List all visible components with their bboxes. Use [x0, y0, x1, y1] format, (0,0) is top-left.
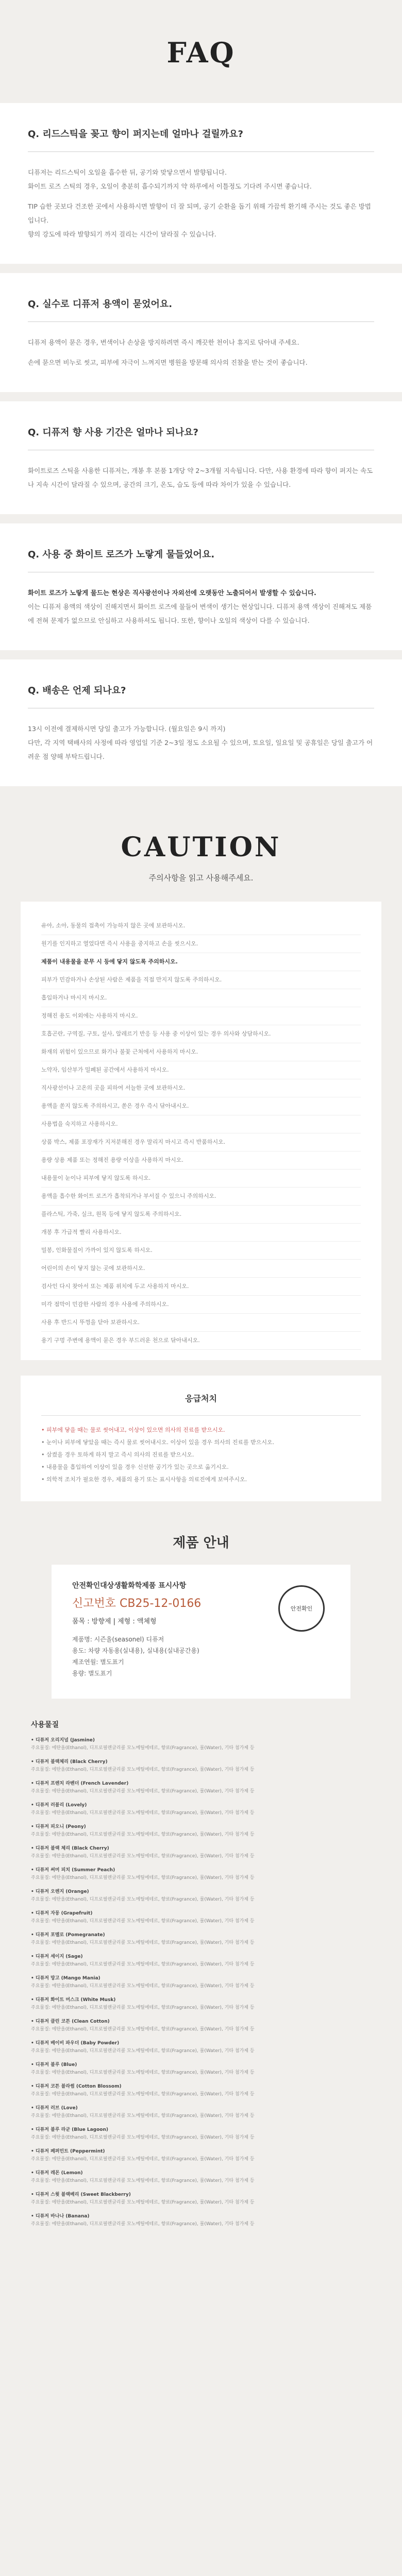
ingredient-desc: 주요물질: 에탄올(Ethanol), 디프로필렌글리콜 모노메틸에테르, 향료(Fragrance), 물(Water), 기타 첨가제 등 — [31, 2200, 255, 2205]
faq-answer: 화이트 로즈 스틱의 경우, 오일이 충분히 흡수되기까지 약 하루에서 이틀정도 기다려 주시면 좋습니다. — [28, 182, 312, 190]
faq-question: Q. 디퓨저 향 사용 기간은 얼마나 되나요? — [28, 427, 198, 438]
ingredient-item — [31, 1802, 371, 1817]
ingredient-desc: 주요물질: 에탄올(Ethanol), 디프로필렌글리콜 모노메틸에테르, 향료(Fragrance), 물(Water), 기타 첨가제 등 — [31, 2048, 255, 2054]
ingredient-name: • 디퓨저 블랙체리 (Black Cherry) — [31, 1759, 108, 1765]
cert-heading: 안전확인대상생활화학제품 표시사항 — [72, 1582, 187, 1590]
ingredient-item — [31, 1975, 371, 1990]
faq-title: FAQ — [166, 36, 236, 69]
ingredients-section — [31, 1719, 371, 2228]
caution-item: 상품 박스, 제품 포장재가 지저분해진 경우 말리지 마시고 즉시 반품하시오. — [41, 1133, 361, 1151]
caution-item: 직사광선이나 고온의 곳을 피하여 서늘한 곳에 보관하시오. — [41, 1079, 361, 1097]
faq-question: Q. 리드스틱을 꽂고 향이 퍼지는데 얼마나 걸릴까요? — [28, 129, 243, 140]
ingredient-desc: 주요물질: 에탄올(Ethanol), 디프로필렌글리콜 모노메틸에테르, 향료(Fragrance), 물(Water), 기타 첨가제 등 — [31, 1962, 255, 1967]
emergency-title: 응급처치 — [41, 1381, 361, 1416]
emergency-item: • 삼켰을 경우 토하게 하지 말고 즉시 의사의 진료를 받으시오. — [41, 1451, 194, 1458]
faq-answer: 다만, 각 지역 택배사의 사정에 따라 영업일 기준 2~3일 정도 소요될 수 있으며, 토요일, 일요일 및 공휴일은 당일 출고가 어려운 점 양해 부탁드립니다. — [28, 739, 373, 760]
ingredient-item — [31, 2191, 371, 2207]
ingredient-item — [31, 1931, 371, 1947]
safety-check-icon: 안전확인 — [278, 1585, 325, 1632]
ingredient-name: • 디퓨저 써머 피치 (Summer Peach) — [31, 1868, 115, 1873]
product-title: 제품 안내 — [173, 1535, 229, 1551]
emergency-panel — [21, 1376, 381, 1501]
caution-list — [21, 902, 381, 1360]
ingredient-item — [31, 1953, 371, 1969]
ingredient-name: • 디퓨저 러브 (Love) — [31, 2106, 78, 2111]
ingredient-desc: 주요물질: 에탄올(Ethanol), 디프로필렌글리콜 모노메틸에테르, 향료(Fragrance), 물(Water), 기타 첨가제 등 — [31, 1767, 255, 1772]
cert-detail: 용도: 차량 자동용(실내용), 실내용(실내공간용) — [72, 1647, 199, 1654]
ingredient-desc: 주요물질: 에탄올(Ethanol), 디프로필렌글리콜 모노메틸에테르, 향료(Fragrance), 물(Water), 기타 첨가제 등 — [31, 2178, 255, 2183]
faq-item — [0, 273, 402, 392]
ingredient-item — [31, 2083, 371, 2098]
caution-item: 흡입하거나 마시지 마시오. — [41, 989, 361, 1007]
faq-item — [0, 103, 402, 264]
ingredient-item — [31, 1758, 371, 1774]
ingredient-desc: 주요물질: 에탄올(Ethanol), 디프로필렌글리콜 모노메틸에테르, 향료(Fragrance), 물(Water), 기타 첨가제 등 — [31, 1745, 255, 1751]
faq-answer: 디퓨저 용액이 묻은 경우, 변색이나 손상을 방지하려면 즉시 깨끗한 천이나 휴지로 닦아내 주세요. — [28, 338, 299, 346]
ingredient-desc: 주요물질: 에탄올(Ethanol), 디프로필렌글리콜 모노메틸에테르, 향료(Fragrance), 물(Water), 기타 첨가제 등 — [31, 1940, 255, 1945]
ingredient-item — [31, 1888, 371, 1904]
emergency-item: • 피부에 닿을 때는 물로 씻어내고, 이상이 있으면 의사의 진료를 받으시오. — [41, 1427, 225, 1433]
ingredient-desc: 주요물질: 에탄올(Ethanol), 디프로필렌글리콜 모노메틸에테르, 향료(Fragrance), 물(Water), 기타 첨가제 등 — [31, 1919, 255, 1924]
faq-question: Q. 사용 중 화이트 로즈가 노랗게 물들었어요. — [28, 549, 215, 560]
caution-item: 용량 상용 제품 또는 정해진 용량 이상을 사용하지 마시오. — [41, 1151, 361, 1170]
caution-item: 정해진 용도 이외에는 사용하지 마시오. — [41, 1007, 361, 1025]
ingredient-desc: 주요물질: 에탄올(Ethanol), 디프로필렌글리콜 모노메틸에테르, 향료(Fragrance), 물(Water), 기타 첨가제 등 — [31, 1810, 255, 1816]
ingredient-item — [31, 2061, 371, 2077]
ingredient-desc: 주요물질: 에탄올(Ethanol), 디프로필렌글리콜 모노메틸에테르, 향료(Fragrance), 물(Water), 기타 첨가제 등 — [31, 2157, 255, 2162]
ingredient-item — [31, 1780, 371, 1795]
emergency-list — [41, 1424, 361, 1486]
caution-item: 노약자, 임산부가 밀폐된 공간에서 사용하지 마시오. — [41, 1061, 361, 1079]
caution-item: 호흡곤란, 구역질, 구토, 설사, 알레르기 반응 등 사용 중 이상이 있는 경우 의사와 상담하시오. — [41, 1025, 361, 1043]
caution-item: 화재의 위험이 있으므로 화기나 불꽃 근처에서 사용하지 마시오. — [41, 1043, 361, 1061]
caution-item: 개봉 후 가급적 빨리 사용하시오. — [41, 1224, 361, 1242]
faq-list — [0, 103, 402, 786]
caution-item: 유아, 소아, 동물의 접촉이 가능하지 않은 곳에 보관하시오. — [41, 917, 361, 935]
ingredient-item — [31, 2105, 371, 2120]
ingredient-desc: 주요물질: 에탄올(Ethanol), 디프로필렌글리콜 모노메틸에테르, 향료(Fragrance), 물(Water), 기타 첨가제 등 — [31, 1832, 255, 1837]
ingredient-item — [31, 1910, 371, 1925]
ingredient-item — [31, 2148, 371, 2163]
caution-item: 피부가 민감하거나 손상된 사람은 제품을 직접 만지지 않도록 주의하시오. — [41, 971, 361, 989]
emergency-item: • 내용물을 흡입하여 이상이 있을 경우 신선한 공기가 있는 곳으로 옮기시오. — [41, 1464, 229, 1470]
ingredient-desc: 주요물질: 에탄올(Ethanol), 디프로필렌글리콜 모노메틸에테르, 향료(Fragrance), 물(Water), 기타 첨가제 등 — [31, 2027, 255, 2032]
ingredient-desc: 주요물질: 에탄올(Ethanol), 디프로필렌글리콜 모노메틸에테르, 향료(Fragrance), 물(Water), 기타 첨가제 등 — [31, 2222, 255, 2227]
faq-item — [0, 659, 402, 786]
ingredient-desc: 주요물질: 에탄올(Ethanol), 디프로필렌글리콜 모노메틸에테르, 향료(Fragrance), 물(Water), 기타 첨가제 등 — [31, 2113, 255, 2119]
cert-name-line: 품목 : 방향제 | 제형 : 액체형 — [72, 1618, 157, 1625]
ingredient-item — [31, 1996, 371, 2012]
ingredient-item — [31, 2040, 371, 2055]
caution-item: 용기 구멍 주변에 용액이 묻은 경우 부드러운 천으로 닦아내시오. — [41, 1332, 361, 1350]
ingredients-list — [31, 1737, 371, 2228]
faq-item — [0, 523, 402, 650]
caution-item: 내용물이 눈이나 피부에 닿지 않도록 하시오. — [41, 1170, 361, 1188]
faq-answer: TIP 습한 곳보다 건조한 곳에서 사용하시면 발향이 더 잘 되며, 공기 순환을 돕기 위해 가끔씩 환기해 주시는 것도 좋은 방법입니다. — [28, 202, 371, 224]
ingredient-name: • 디퓨저 오리지널 (Jasmine) — [31, 1738, 95, 1743]
caution-item: 용액을 쏟지 않도록 주의하시고, 쏟은 경우 즉시 닦아내시오. — [41, 1097, 361, 1115]
caution-item: 사용법을 숙지하고 사용하시오. — [41, 1115, 361, 1133]
ingredient-item — [31, 1845, 371, 1860]
caution-item: 밀봉, 인화물질이 가까이 있지 않도록 하시오. — [41, 1242, 361, 1260]
faq-divider — [28, 151, 374, 152]
ingredient-name: • 디퓨저 레몬 (Lemon) — [31, 2171, 83, 2176]
faq-question: Q. 배송은 언제 되나요? — [28, 685, 126, 696]
ingredient-item — [31, 1737, 371, 1752]
caution-title: CAUTION — [121, 832, 281, 863]
caution-item: 제품이 내용물을 분무 시 등에 닿지 않도록 주의하시오. — [41, 953, 361, 971]
ingredient-name: • 디퓨저 화이트 머스크 (White Musk) — [31, 1997, 116, 2003]
faq-answer: 향의 강도에 따라 발향되기 까지 걸리는 시간이 달라질 수 있습니다. — [28, 230, 216, 238]
ingredient-name: • 디퓨저 클린 코튼 (Clean Cotton) — [31, 2019, 110, 2024]
ingredient-desc: 주요물질: 에탄올(Ethanol), 디프로필렌글리콜 모노메틸에테르, 향료(Fragrance), 물(Water), 기타 첨가제 등 — [31, 1897, 255, 1902]
ingredient-desc: 주요물질: 에탄올(Ethanol), 디프로필렌글리콜 모노메틸에테르, 향료(Fragrance), 물(Water), 기타 첨가제 등 — [31, 1789, 255, 1794]
ingredient-name: • 디퓨저 바나나 (Banana) — [31, 2214, 90, 2219]
ingredient-desc: 주요물질: 에탄올(Ethanol), 디프로필렌글리콜 모노메틸에테르, 향료(Fragrance), 물(Water), 기타 첨가제 등 — [31, 1875, 255, 1880]
faq-answer: 화이트로즈 스틱을 사용한 디퓨저는, 개봉 후 본품 1개당 약 2~3개월 지속됩니다. 다만, 사용 환경에 따라 향이 퍼지는 속도나 지속 시간이 달라질 수 있으며, 공간의 크기, 온도, 습도 등에 따라 차이가 있을 수 있습니다. — [28, 467, 373, 488]
caution-item: 어린이의 손이 닿지 않는 곳에 보관하시오. — [41, 1260, 361, 1278]
cert-detail: 제조연월: 별도표기 — [72, 1658, 124, 1666]
ingredient-desc: 주요물질: 에탄올(Ethanol), 디프로필렌글리콜 모노메틸에테르, 향료(Fragrance), 물(Water), 기타 첨가제 등 — [31, 1984, 255, 1989]
caution-item: 미각 점막이 민감한 사람의 경우 사용에 주의하시오. — [41, 1296, 361, 1314]
ingredient-item — [31, 2213, 371, 2228]
emergency-item: • 눈이나 피부에 닿았을 때는 즉시 물로 씻어내시오. 이상이 있을 경우 의사의 진료를 받으시오. — [41, 1439, 275, 1446]
ingredient-name: • 디퓨저 스윗 블랙베리 (Sweet Blackberry) — [31, 2192, 131, 2197]
cert-box — [52, 1565, 350, 1699]
ingredient-name: • 디퓨저 프렌치 라벤더 (French Lavender) — [31, 1781, 129, 1786]
cert-detail: 용량: 별도표기 — [72, 1670, 112, 1677]
ingredient-item — [31, 2126, 371, 2142]
ingredient-item — [31, 2018, 371, 2033]
faq-answer: 이는 디퓨저 용액의 색상이 진해지면서 화이트 로즈에 물들어 변색이 생기는 현상입니다. 디퓨저 용액 색상이 진해져도 제품에 전혀 문제가 없으므로 안심하고 사용하셔도 됩니다. 또한, 향이나 오일의 색상이 다를 수 있습니다. — [28, 603, 372, 624]
ingredient-desc: 주요물질: 에탄올(Ethanol), 디프로필렌글리콜 모노메틸에테르, 향료(Fragrance), 물(Water), 기타 첨가제 등 — [31, 2135, 255, 2140]
faq-divider — [28, 321, 374, 322]
ingredient-item — [31, 2170, 371, 2185]
ingredient-name: • 디퓨저 러블리 (Lovely) — [31, 1803, 87, 1808]
ingredient-item — [31, 1867, 371, 1882]
faq-item — [0, 401, 402, 514]
ingredient-name: • 디퓨저 블랙 체리 (Black Cherry) — [31, 1846, 109, 1851]
faq-answer: 화이트 로즈가 노랗게 물드는 현상은 직사광선이나 자외선에 오랫동안 노출되어서 발생할 수 있습니다. — [28, 589, 316, 597]
ingredient-desc: 주요물질: 에탄올(Ethanol), 디프로필렌글리콜 모노메틸에테르, 향료(Fragrance), 물(Water), 기타 첨가제 등 — [31, 2070, 255, 2075]
caution-item: 원기를 인지하고 열었다면 즉시 사용을 중지하고 손을 씻으시오. — [41, 935, 361, 953]
cert-detail: 제품명: 시즌올(seasonel) 디퓨저 — [72, 1636, 164, 1643]
ingredient-name: • 디퓨저 자몽 (Grapefruit) — [31, 1911, 93, 1916]
ingredient-name: • 디퓨저 블루 라군 (Blue Lagoon) — [31, 2127, 108, 2132]
ingredient-name: • 디퓨저 베이비 파우더 (Baby Powder) — [31, 2041, 120, 2046]
faq-question: Q. 실수로 디퓨저 용액이 묻었어요. — [28, 299, 173, 310]
caution-item: 사용 후 반드시 뚜껑을 닫아 보관하시오. — [41, 1314, 361, 1332]
ingredients-title: 사용물질 — [31, 1721, 59, 1729]
cert-number: 신고번호 CB25-12-0166 — [72, 1597, 202, 1610]
caution-subtitle: 주의사항을 읽고 사용해주세요. — [148, 873, 254, 883]
caution-section — [0, 795, 402, 1501]
ingredient-desc: 주요물질: 에탄올(Ethanol), 디프로필렌글리콜 모노메틸에테르, 향료(Fragrance), 물(Water), 기타 첨가제 등 — [31, 2092, 255, 2097]
faq-answer: 13시 이전에 결제하시면 당일 출고가 가능합니다. (월요일은 9시 까지) — [28, 725, 226, 733]
ingredient-desc: 주요물질: 에탄올(Ethanol), 디프로필렌글리콜 모노메틸에테르, 향료(Fragrance), 물(Water), 기타 첨가제 등 — [31, 2005, 255, 2010]
faq-answer: 손에 묻으면 비누로 씻고, 피부에 자극이 느껴지면 병원을 방문해 의사의 진찰을 받는 것이 좋습니다. — [28, 359, 308, 366]
ingredient-name: • 디퓨저 코튼 블라썸 (Cotton Blossom) — [31, 2084, 122, 2089]
emergency-item: • 의학적 조치가 필요한 경우, 제품의 용기 또는 표시사항을 의료진에게 보여주시오. — [41, 1476, 247, 1483]
ingredient-name: • 디퓨저 블루 (Blue) — [31, 2062, 77, 2067]
ingredient-name: • 디퓨저 포멜로 (Pomegranate) — [31, 1933, 105, 1938]
ingredient-desc: 주요물질: 에탄올(Ethanol), 디프로필렌글리콜 모노메틸에테르, 향료(Fragrance), 물(Water), 기타 첨가제 등 — [31, 1854, 255, 1859]
caution-item: 검사인 다시 찾아서 또는 제품 위치에 두고 사용하지 마시오. — [41, 1278, 361, 1296]
ingredient-name: • 디퓨저 페퍼민트 (Peppermint) — [31, 2149, 105, 2154]
ingredient-name: • 디퓨저 오렌지 (Orange) — [31, 1889, 89, 1894]
ingredient-item — [31, 1823, 371, 1839]
faq-answer: 디퓨저는 리드스틱이 오일을 흡수한 뒤, 공기와 맞닿으면서 발향됩니다. — [28, 168, 227, 176]
ingredient-name: • 디퓨저 망고 (Mango Mania) — [31, 1976, 100, 1981]
ingredient-name: • 디퓨저 세이지 (Sage) — [31, 1954, 83, 1959]
caution-item: 플라스틱, 가죽, 실크, 원목 등에 닿지 않도록 주의하시오. — [41, 1206, 361, 1224]
ingredient-name: • 디퓨저 피오니 (Peony) — [31, 1824, 86, 1829]
caution-item: 용액을 흡수한 화이트 로즈가 흡착되거나 부서질 수 있으니 주의하시오. — [41, 1188, 361, 1206]
